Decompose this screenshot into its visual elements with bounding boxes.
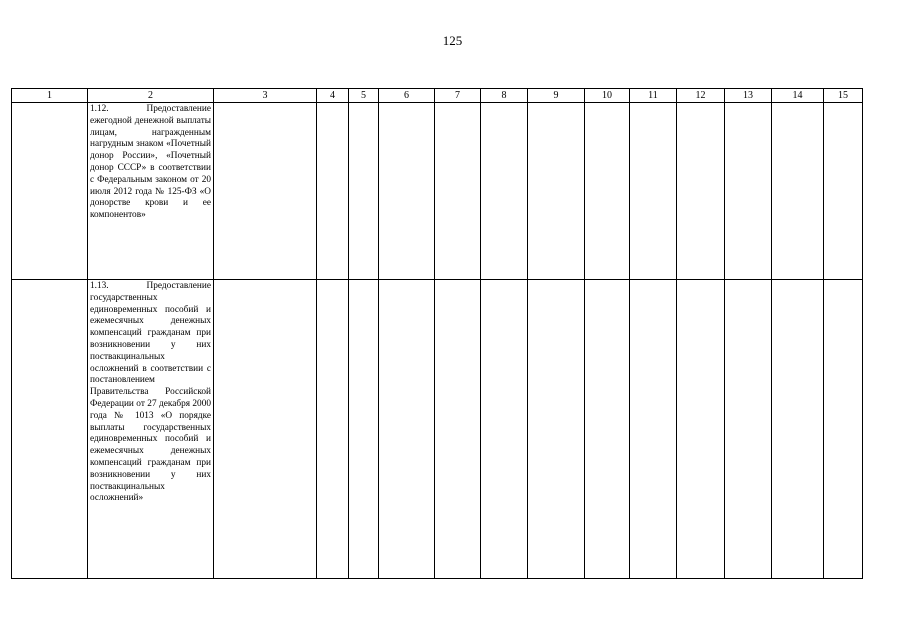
table-cell	[824, 103, 863, 280]
column-header: 5	[349, 89, 379, 103]
column-header: 6	[379, 89, 435, 103]
table-cell	[349, 103, 379, 280]
column-header: 15	[824, 89, 863, 103]
column-header: 2	[88, 89, 214, 103]
column-header: 1	[12, 89, 88, 103]
table-cell	[435, 280, 481, 579]
column-header: 12	[677, 89, 725, 103]
row-description: 1.12. Предоставление ежегодной денежной выплаты лицам, награжденным нагрудным знаком «Почетный донор России», «Почетный донор СССР» в соответствии с Федеральным законом от 20 июля 2012 года № 125-ФЗ «О донорстве крови и ее компонентов»	[90, 104, 211, 221]
table-row	[12, 103, 863, 280]
table-cell	[725, 280, 772, 579]
column-header: 11	[630, 89, 677, 103]
row-description: 1.13. Предоставление государственных единовременных пособий и ежемесячных денежных компенсаций гражданам при возникновении у них поствакцинальных осложнений в соответствии с постановлением Правительства Российской Федерации от 27 декабря 2000 года № 1013 «О порядке выплаты государственных единовременных пособий и ежемесячных денежных компенсаций гражданам при возникновении у них поствакцинальных осложнений»	[90, 281, 211, 504]
table-cell	[677, 103, 725, 280]
table-cell	[824, 280, 863, 579]
column-header: 14	[772, 89, 824, 103]
table-row	[12, 280, 863, 579]
table-cell	[772, 280, 824, 579]
table-cell	[772, 103, 824, 280]
table-cell	[630, 103, 677, 280]
header-row	[12, 89, 863, 103]
table-cell	[349, 280, 379, 579]
column-header: 9	[528, 89, 585, 103]
column-header: 3	[214, 89, 317, 103]
table-cell	[435, 103, 481, 280]
table-cell-description	[88, 280, 214, 579]
column-header: 4	[317, 89, 349, 103]
table-cell	[528, 280, 585, 579]
table-cell	[12, 280, 88, 579]
page-number: 125	[442, 33, 463, 48]
table-cell	[317, 280, 349, 579]
table-cell	[585, 280, 630, 579]
table-cell	[585, 103, 630, 280]
column-header: 8	[481, 89, 528, 103]
table-cell	[12, 103, 88, 280]
column-header: 7	[435, 89, 481, 103]
table-cell	[677, 280, 725, 579]
table-cell	[528, 103, 585, 280]
table-cell	[630, 280, 677, 579]
table-cell	[379, 280, 435, 579]
table-cell	[725, 103, 772, 280]
table-cell	[481, 103, 528, 280]
budget-table	[11, 88, 863, 579]
column-header: 13	[725, 89, 772, 103]
column-header: 10	[585, 89, 630, 103]
table-cell	[214, 280, 317, 579]
table-cell	[317, 103, 349, 280]
table-cell-description	[88, 103, 214, 280]
table-cell	[214, 103, 317, 280]
table-cell	[481, 280, 528, 579]
table-cell	[379, 103, 435, 280]
